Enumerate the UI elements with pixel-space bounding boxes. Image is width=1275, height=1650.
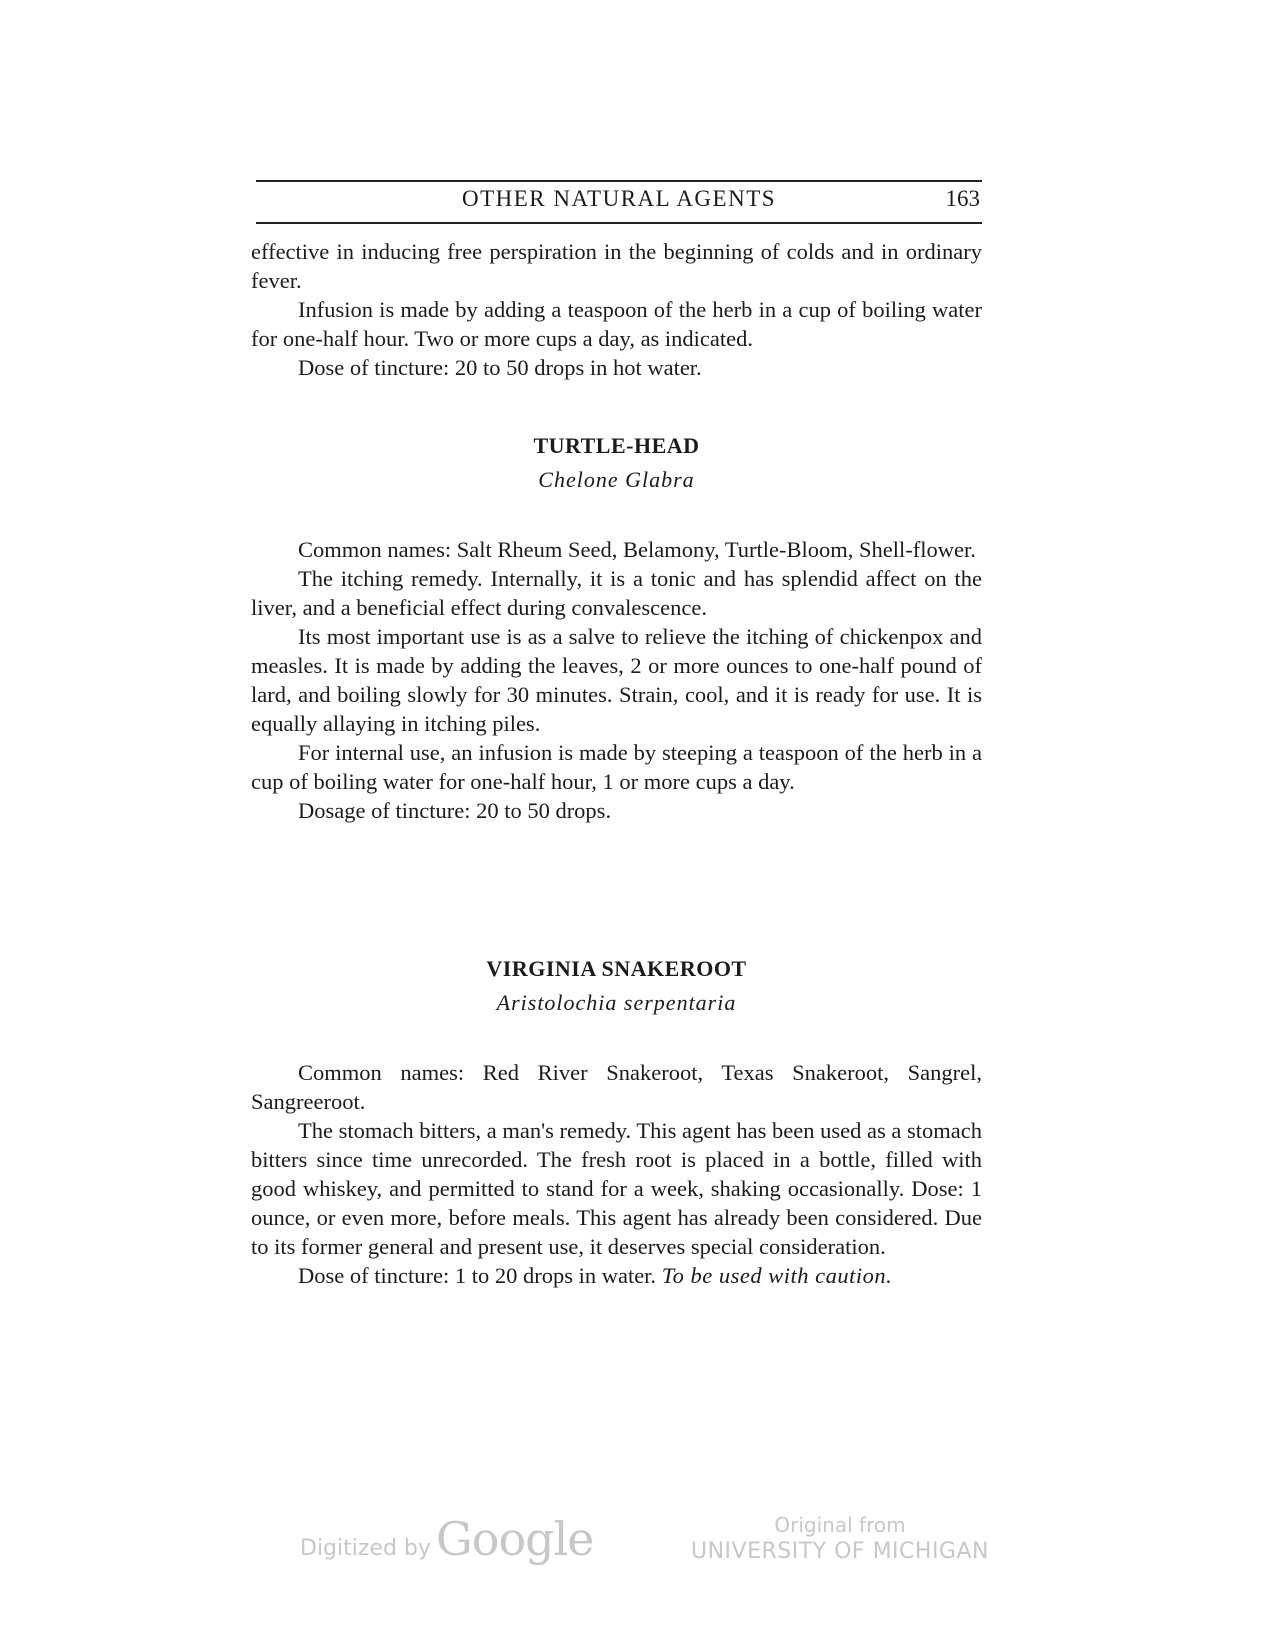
turtle-head-text — [251, 535, 982, 825]
institution-text: UNIVERSITY OF MICHIGAN — [691, 1539, 989, 1564]
running-title: OTHER NATURAL AGENTS — [461, 186, 777, 211]
section-title-turtle-head: TURTLE-HEAD — [533, 433, 700, 458]
paragraph — [251, 1261, 982, 1290]
original-from-watermark — [690, 1512, 990, 1566]
paragraph: For internal use, an infusion is made by steeping a teaspoon of the herb in a cup of boiling water for one-half hour, 1 or more cups a day. — [251, 740, 982, 794]
paragraph: Infusion is made by adding a teaspoon of the herb in a cup of boiling water for one-half hour. Two or more cups a day, as indicated. — [251, 297, 982, 351]
original-from-text: Original from — [774, 1513, 906, 1537]
paragraph: Common names: Salt Rheum Seed, Belamony, Turtle-Bloom, Shell-flower. — [298, 537, 976, 562]
digitized-by-watermark — [300, 1512, 594, 1566]
dose-text: Dose of tincture: 1 to 20 drops in water. — [298, 1263, 657, 1288]
paragraph: The stomach bitters, a man's remedy. This agent has been used as a stomach bitters since time unrecorded. The fresh root is placed in a bottle, filled with good whiskey, and permitted to stand for a week, shaking occasionally. Dose: 1 ounce, or even more, before meals. This agent has already been considered. Due to its former general and present use, it deserves special consideration. — [251, 1118, 982, 1259]
google-logo: Google — [436, 1512, 594, 1566]
paragraph: Its most important use is as a salve to relieve the itching of chickenpox and measles. It is made by adding the leaves, 2 or more ounces to one-half pound of lard, and boiling slowly for 30 minutes. Strain, cool, and it is ready for use. It is equally allaying in itching piles. — [251, 624, 982, 736]
page-number: 163 — [945, 186, 980, 211]
paragraph: Dosage of tincture: 20 to 50 drops. — [298, 798, 612, 823]
virginia-snakeroot-text — [251, 1058, 982, 1290]
running-header — [256, 180, 982, 224]
paragraph: The itching remedy. Internally, it is a tonic and has splendid affect on the liver, and a beneficial effect during convalescence. — [251, 566, 982, 620]
paragraph: Dose of tincture: 20 to 50 drops in hot water. — [298, 355, 702, 380]
section-latin-name: Chelone Glabra — [538, 467, 695, 492]
paragraph: Common names: Red River Snakeroot, Texas Snakeroot, Sangrel, Sangreeroot. — [251, 1060, 982, 1114]
caution-note: To be used with caution. — [661, 1263, 893, 1288]
paragraph: effective in inducing free perspiration in the beginning of colds and in ordinary fever. — [251, 239, 982, 293]
continuation-text — [251, 237, 982, 382]
digitized-by-text: Digitized by — [300, 1536, 431, 1561]
section-title-virginia-snakeroot: VIRGINIA SNAKEROOT — [486, 956, 747, 981]
section-latin-name: Aristolochia serpentaria — [496, 990, 737, 1015]
